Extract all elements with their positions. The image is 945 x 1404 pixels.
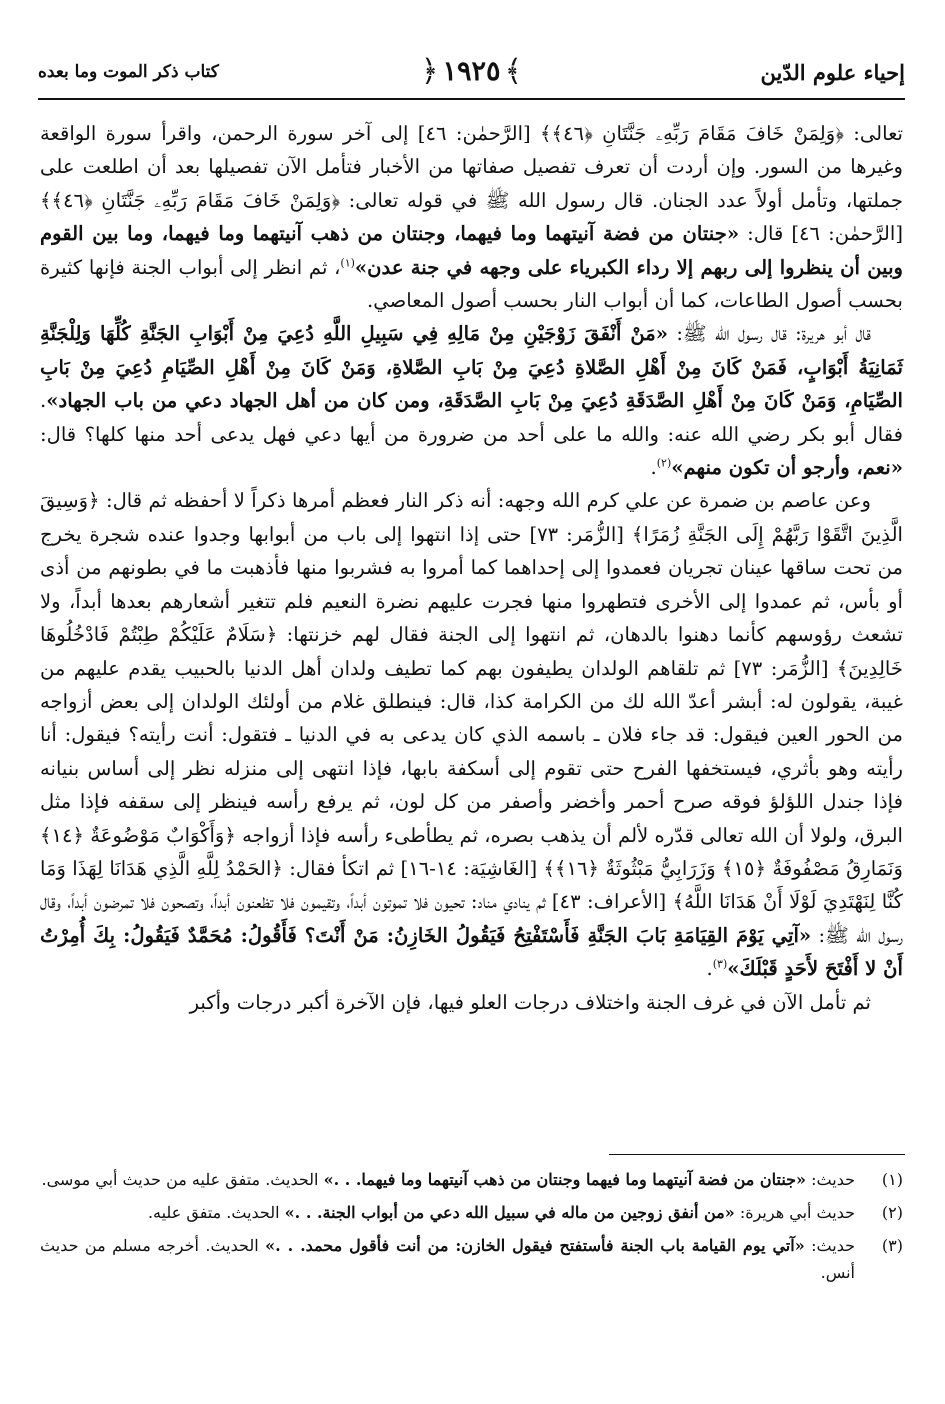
paragraph-text: . فقال أبو بكر رضي الله عنه: والله ما على أحد من ضرورة من أيها دعي فهل يدعى أحد منها كلها؟ قال:	[40, 389, 903, 446]
hadith-text: «مَنْ أَنْفَقَ زَوْجَيْنِ مِنْ مَالِهِ فِي سَبِيلِ اللَّهِ دُعِيَ مِنْ أَبْوَابِ الجَنَّةِ كُلِّهَا وَلِلْجَنَّةِ ثَمَانِيَةُ أَبْوَابٍ، فَمَنْ كَانَ مِنْ أَهْلِ الصَّلاةِ دُعِيَ مِنْ بَابِ الصَّلاةِ، وَمَنْ كَانَ مِنْ أَهْلِ الصِّيَامِ دُعِيَ مِنْ بَابِ الصِّيَامِ، وَمَنْ كَانَ مِنْ أَهْلِ الصَّدَقَةِ دُعِيَ مِنْ بَابِ الصَّدَقَةِ، ومن كان من أهل الجهاد دعي من باب الجهاد»	[40, 322, 903, 413]
footnote-text: الحديث. متفق عليه.	[147, 1203, 285, 1222]
paragraph	[40, 117, 903, 317]
right-brace-ornament-icon: ﴾	[504, 53, 523, 89]
footnote	[40, 1232, 903, 1286]
paragraph-text: ثم تأمل الآن في غرف الجنة واختلاف درجات العلو فيها، فإن الآخرة أكبر درجات وأكبر	[189, 990, 871, 1014]
footnote-number: (٢)	[881, 1203, 903, 1222]
hadith-text: «آتِي يَوْمَ القِيَامَةِ بَابَ الجَنَّةِ فَأَسْتَفْتِحُ فَيَقُولُ الخَازِنُ: مَنْ أَنْتَ؟ فَأَقُولُ: مُحَمَّدٌ فَيَقُولُ: بِكَ أُمِرْتُ أَنْ لا أَفْتَحَ لأَحَدٍ قَبْلَكَ»	[40, 923, 903, 981]
footnote-reference: (٢)	[656, 456, 672, 470]
running-header	[38, 48, 905, 98]
left-brace-ornament-icon: ﴿	[420, 53, 439, 89]
footnote-text: حديث:	[806, 1170, 855, 1189]
footnote-text: حديث:	[804, 1236, 855, 1255]
paragraph-text: .	[650, 456, 657, 480]
book-title: إحياء علوم الدّين	[760, 60, 905, 85]
footnote-hadith-text: «من أنفق زوجين من ماله في سبيل الله دعي من أبواب الجنة. . .»	[284, 1203, 735, 1222]
page-number-ornament	[420, 53, 523, 89]
footnote-number: (٣)	[881, 1236, 903, 1255]
footnote-number: (١)	[881, 1170, 903, 1189]
main-text	[40, 117, 903, 1019]
paragraph-text: وعن عاصم بن ضمرة عن علي كرم الله وجهه: أنه ذكر النار فعظم أمرها ذكراً لا أحفظه ثم قال: ﴿وَسِيقَ الَّذِينَ اتَّقَوْا رَبَّهُمْ إِلَى الجَنَّةِ زُمَرًا﴾ [الزُّمَر: ٧٣] حتى إذا انتهوا إلى باب من أبوابها وجدوا عنده شجرة يخرج من تحت ساقها عينان تجريان فعمدوا إلى إحداهما كما أمروا به فشربوا منها فأذهبت ما في بطونهم من أذى أو بأس، ثم عمدوا إلى الأخرى فتطهروا منها فجرت عليهم نضرة النعيم فلم تتغير أشعارهم بعدها أبداً، ولا تشعث رؤوسهم كأنما دهنوا بالدهان، ثم انتهوا إلى الجنة فقال لهم خزنتها: ﴿سَلَامٌ عَلَيْكُمْ طِبْتُمْ فَادْخُلُوهَا خَالِدِينَ﴾ [الزُّمَر: ٧٣] ثم تلقاهم الولدان يطيفون بهم كما تطيف ولدان أهل الدنيا بالحبيب يقدم عليهم من غيبة، يقولون له: أبشر أعدّ الله لك من الكرامة كذا، قال: فينطلق غلام من أولئك الولدان إلى بعض أزواجه من الحور العين فيقول: قد جاء فلان ـ باسمه الذي كان يدعى به في الدنيا ـ فتقول: أنت رأيته؟ فيقول: أنا رأيته وهو بأثري، فيستخفها الفرح حتى تقوم إلى أسكفة بابها، فإذا انتهى إلى منزله نظر إلى أساس بنيانه فإذا جندل اللؤلؤ فوقه صرح أحمر وأخضر وأصفر من كل لون، ثم يرفع رأسه فينظر إلى سقفه فإذا مثل البرق، ولولا أن الله تعالى قدّره لألم أن يذهب بصره، ثم يطأطىء رأسه فإذا أزواجه ﴿وَأَكْوَابٌ مَوْضُوعَةٌ ﴿١٤﴾ وَنَمَارِقُ مَصْفُوفَةٌ ﴿١٥﴾ وَزَرَابِيُّ مَبْثُوثَةٌ ﴿١٦﴾﴾ [الغَاشِيَة: ١٤-١٦] ثم اتكأ فقال: ﴿الحَمْدُ لِلَّهِ الَّذِي هَدَانَا لِهَذَا وَمَا كُنَّا لِنَهْتَدِيَ لَوْلَا أَنْ هَدَانَا اللَّهُ﴾ [الأعراف: ٤٣] ثم ينادي مناد: تحيون فلا تموتون أبداً، وتقيمون فلا تظعنون أبداً، وتصحون فلا تمرضون أبداً، وقال رسول الله ﷺ:	[40, 489, 904, 947]
header-divider	[38, 98, 905, 100]
footnote-hadith-text: «آتي يوم القيامة باب الجنة فأستفتح فيقول الخازن: من أنت فأقول محمد. . .»	[265, 1236, 805, 1255]
footnote-hadith-text: «جنتان من فضة آنيتهما وما فيهما وجنتان من ذهب آنيتهما وما فيهما. . .»	[323, 1170, 807, 1189]
paragraph	[40, 986, 903, 1019]
paragraph-text: .	[706, 957, 713, 981]
paragraph	[40, 317, 903, 484]
chapter-title: كتاب ذكر الموت وما بعده	[38, 62, 219, 82]
footnote	[40, 1199, 903, 1226]
hadith-text: «جنتان من فضة آنيتهما وما فيهما، وجنتان من ذهب آنيتهما وما فيهما، وما بين القوم وبين أن ينظروا إلى ربهم إلا رداء الكبرياء على وجهه في جنة عدن»	[40, 222, 903, 279]
footnote-reference: (١)	[340, 256, 355, 270]
paragraph-text: تعالى: ﴿وَلِمَنْ خَافَ مَقَامَ رَبِّهِۦ جَنَّتَانِ ﴿٤٦﴾﴾ [الرَّحمٰن: ٤٦] إلى آخر سورة الرحمن، واقرأ سورة الواقعة وغيرها من السور. وإن أردت أن تعرف تفصيل صفاتها من الأخبار فتأمل الآن تفصيلها بعد أن اطلعت على جملتها، وتأمل أولاً عدد الجنان. قال رسول الله ﷺ في قوله تعالى: ﴿وَلِمَنْ خَافَ مَقَامَ رَبِّهِۦ جَنَّتَانِ ﴿٤٦﴾﴾ [الرَّحمٰن: ٤٦] قال:	[40, 122, 904, 246]
footnote-text: الحديث. متفق عليه من حديث أبي موسى.	[41, 1170, 324, 1189]
footnotes	[40, 1166, 903, 1292]
hadith-text: «نعم، وأرجو أن تكون منهم»	[671, 456, 903, 480]
footnote-text: الحديث. أخرجه مسلم من حديث أنس.	[40, 1236, 855, 1282]
footnote	[40, 1166, 903, 1193]
footnote-reference: (٣)	[712, 957, 728, 971]
footnote-text: حديث أبي هريرة:	[734, 1203, 855, 1222]
page-number: ١٩٢٥	[442, 56, 501, 87]
footnote-divider	[609, 1154, 905, 1155]
paragraph	[40, 484, 903, 985]
paragraph-text: قال أبو هريرة: قال رسول الله ﷺ:	[668, 322, 871, 346]
paragraph-text: ، ثم انظر إلى أبواب الجنة فإنها كثيرة بحسب أصول الطاعات، كما أن أبواب النار بحسب أصول المعاصي.	[40, 255, 903, 313]
